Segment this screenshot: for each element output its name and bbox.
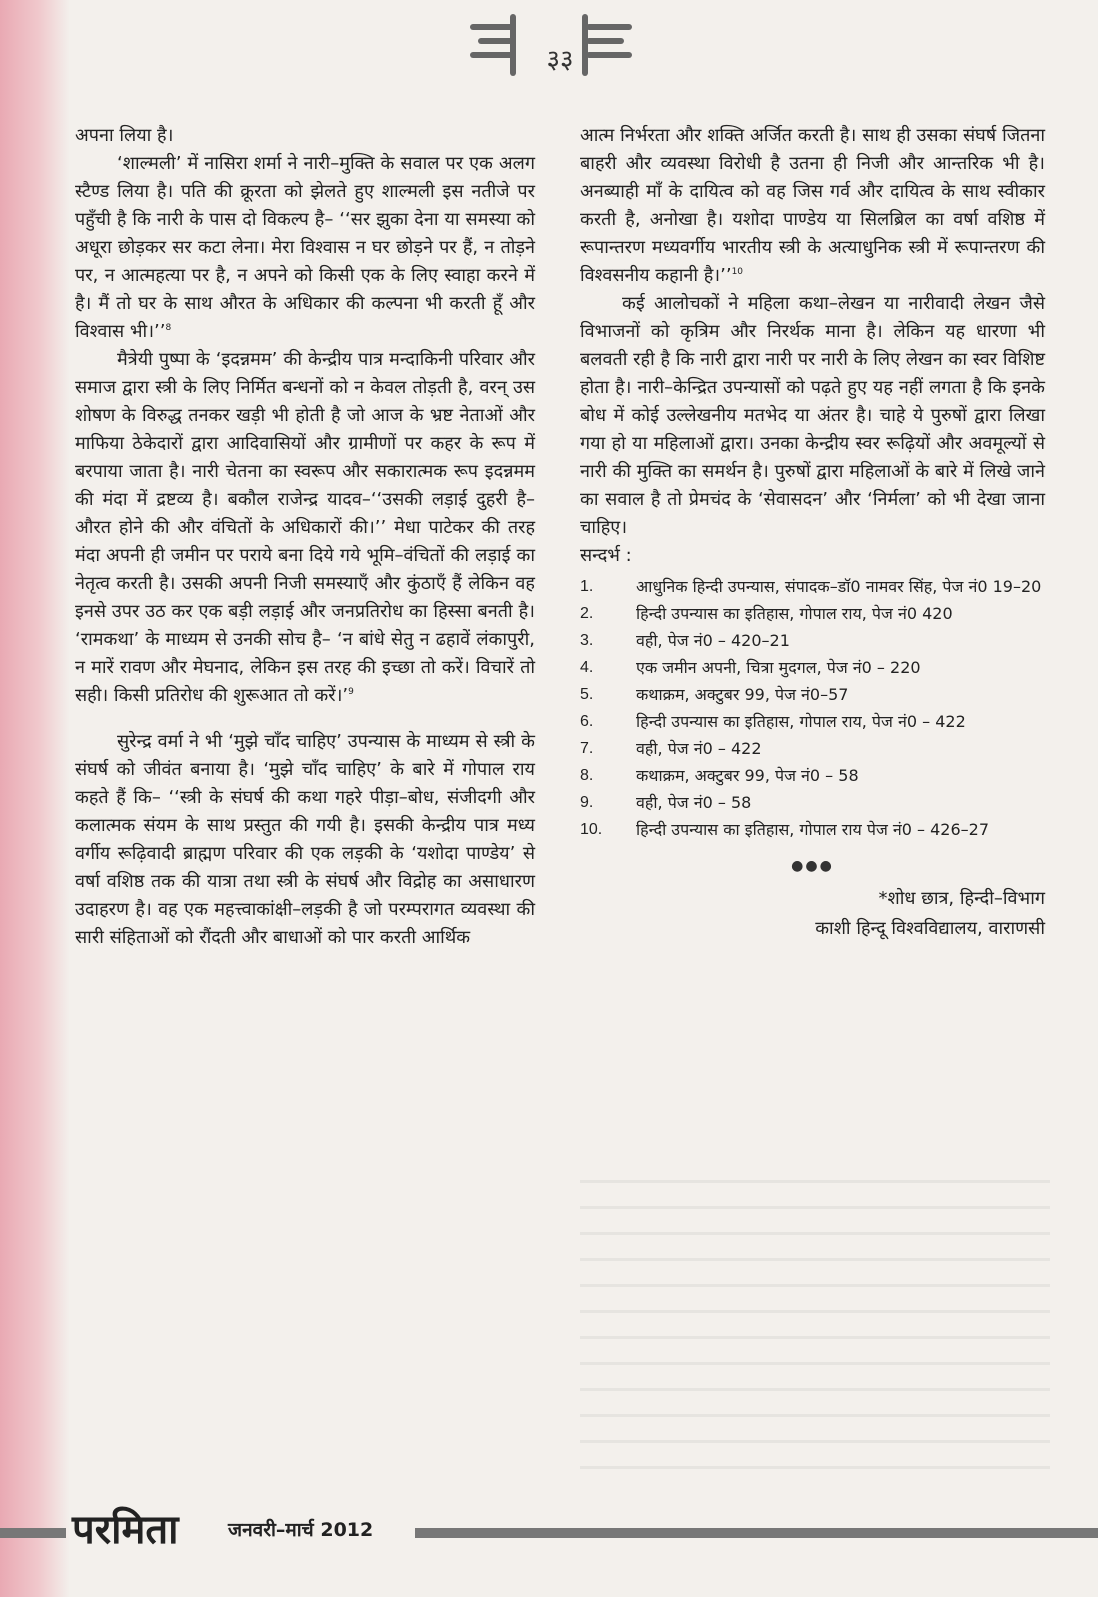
reference-text: कथाक्रम, अक्टुबर 99, पेज नं0–57 — [636, 685, 849, 704]
right-column — [580, 122, 1045, 944]
paragraph — [75, 150, 535, 346]
page-number: ३३ — [546, 45, 574, 75]
paragraph: कई आलोचकों ने महिला कथा–लेखन या नारीवादी लेखन जैसे विभाजनों को कृत्रिम और निरर्थक माना है। लेकिन यह धारणा भी बलवती रही है कि नारी द्वारा नारी पर नारी के लिए लेखन का स्वर विशिष्ट होता है। नारी–केन्द्रित उपन्यासों को पढ़ते हुए यह नहीं लगता है कि इनके बोध में कोई उल्लेखनीय मतभेद या अंतर है। चाहे ये पुरुषों द्वारा लिखा गया हो या महिलाओं द्वारा। उनका केन्द्रीय स्वर रूढ़ियों और अवमूल्यों से नारी की मुक्ति का समर्थन है। पुरुषों द्वारा महिलाओं के बारे में लिखे जाने का सवाल है तो प्रेमचंद के ‘सेवासदन’ और ‘निर्मला’ को भी देखा जाना चाहिए। — [580, 293, 1045, 538]
author-note — [580, 884, 1045, 944]
paragraph: सुरेन्द्र वर्मा ने भी ‘मुझे चाँद चाहिए’ उपन्यास के माध्यम से स्त्री के संघर्ष को जीवंत बनाया है। ‘मुझे चाँद चाहिए’ के बारे में गोपाल राय कहते हैं कि– ‘‘स्त्री के संघर्ष की कथा गहरे पीड़ा–बोध, संजीदगी और कलात्मक संयम के साथ प्रस्तुत की गयी है। इसकी केन्द्रीय पात्र मध्य वर्गीय रूढ़िवादी ब्राह्मण परिवार की एक लड़की के ‘यशोदा पाण्डेय’ से वर्षा वशिष्ठ तक की यात्रा तथा स्त्री के संघर्ष और विद्रोह का असाधारण उदाहरण है। वह एक महत्त्वाकांक्षी–लड़की है जो परम्परागत व्यवस्था की सारी संहिताओं को रौंदती और बाधाओं को पार करती आर्थिक — [75, 731, 535, 948]
reference-number: 10. — [580, 821, 603, 838]
footnote-mark: 10 — [731, 267, 744, 277]
author-affiliation-line1: *शोध छात्र, हिन्दी–विभाग — [878, 888, 1045, 909]
header-ornament-right — [586, 24, 632, 30]
references-title: सन्दर्भ : — [580, 545, 632, 566]
reference-item — [580, 574, 1045, 599]
reference-item — [580, 763, 1045, 788]
reference-number: 7. — [580, 740, 594, 757]
left-column — [75, 122, 535, 952]
reference-item — [580, 817, 1045, 842]
reference-number: 5. — [580, 686, 594, 703]
reference-text: हिन्दी उपन्यास का इतिहास, गोपाल राय, पेज नं0 420 — [636, 604, 953, 623]
page-footer — [0, 1500, 1098, 1560]
bleed-through-texture — [580, 1180, 1050, 1480]
reference-text: आधुनिक हिन्दी उपन्यास, संपादक–डॉ0 नामवर सिंह, पेज नं0 19–20 — [636, 577, 1042, 596]
paragraph: अपना लिया है। — [75, 125, 174, 146]
paragraph-text: मैत्रेयी पुष्पा के ‘इदन्नमम’ की केन्द्रीय पात्र मन्दाकिनी परिवार और समाज द्वारा स्त्री के लिए निर्मित बन्धनों को न केवल तोड़ती है, वरन् उस शोषण के विरुद्ध तनकर खड़ी भी होती है जो आज के भ्रष्ट नेताओं और माफिया ठेकेदारों द्वारा आदिवासियों और ग्रामीणों पर कहर के रूप में बरपाया जाता है। नारी चेतना का स्वरूप और सकारात्मक रूप इदन्नमम की मंदा में द्रष्टव्य है। बकौल राजेन्द्र यादव–‘‘उसकी लड़ाई दुहरी है– औरत होने की और वंचितों के अधिकारों की।’’ मेधा पाटेकर की तरह मंदा अपनी ही जमीन पर पराये बना दिये गये भूमि–वंचितों की लड़ाई का नेतृत्व करती है। उसकी अपनी निजी समस्याएँ और कुंठाएँ हैं लेकिन वह इनसे उपर उठ कर एक बड़ी लड़ाई और जनप्रतिरोध का हिस्सा बनती है। ‘रामकथा’ के माध्यम से उनकी सोच है– ‘न बांधे सेतु न ढहावें लंकापुरी, न मारें रावण और मेघनाद, लेकिन इस तरह की इच्छा तो करें। विचारें तो सही। किसी प्रतिरोध की शुरूआत तो करें।’ — [75, 349, 535, 706]
reference-item — [580, 790, 1045, 815]
reference-text: वही, पेज नं0 – 422 — [636, 739, 762, 758]
reference-number: 1. — [580, 578, 594, 595]
references-list — [580, 574, 1045, 842]
page-edge-shadow — [0, 0, 70, 1597]
reference-number: 9. — [580, 794, 594, 811]
header-ornament-left — [470, 52, 514, 58]
reference-text: एक जमीन अपनी, चित्रा मुदगल, पेज नं0 – 220 — [636, 658, 921, 677]
magazine-masthead: परमिता — [72, 1506, 179, 1553]
header-ornament-left — [470, 24, 514, 30]
paragraph-text: ‘शाल्मली’ में नासिरा शर्मा ने नारी–मुक्ति के सवाल पर एक अलग स्टैण्ड लिया है। पति की क्रूरता को झेलते हुए शाल्मली इस नतीजे पर पहुँची है कि नारी के पास दो विकल्प है– ‘‘सर झुका देना या समस्या को अधूरा छोड़कर सर कटा लेना। मेरा विश्वास न घर छोड़ने पर हैं, न तोड़ने पर, न आत्महत्या पर है, न अपने को किसी एक के लिए स्वाहा करने में है। मैं तो घर के साथ औरत के अधिकार की कल्पना भी करती हूँ और विश्वास भी।’’ — [75, 153, 535, 342]
reference-number: 3. — [580, 632, 594, 649]
reference-item — [580, 736, 1045, 761]
reference-text: वही, पेज नं0 – 420–21 — [636, 631, 790, 650]
paragraph-text: आत्म निर्भरता और शक्ति अर्जित करती है। साथ ही उसका संघर्ष जितना बाहरी और व्यवस्था विरोधी है उतना ही निजी और आन्तरिक भी है। अनब्याही माँ के दायित्व को वह जिस गर्व और दायित्व के साथ स्वीकार करती है, अनोखा है। यशोदा पाण्डेय या सिलब्रिल का वर्षा वशिष्ठ में रूपान्तरण मध्यवर्गीय भारतीय स्त्री के अत्याधुनिक स्त्री में रूपान्तरण की विश्वसनीय कहानी है।’’ — [580, 125, 1045, 286]
reference-number: 8. — [580, 767, 594, 784]
reference-number: 2. — [580, 605, 594, 622]
page-header — [0, 12, 1098, 92]
reference-item — [580, 655, 1045, 680]
author-affiliation-line2: काशी हिन्दू विश्वविद्यालय, वाराणसी — [815, 918, 1045, 939]
reference-number: 4. — [580, 659, 594, 676]
footer-strip-left — [0, 1528, 66, 1538]
reference-text: हिन्दी उपन्यास का इतिहास, गोपाल राय पेज नं0 – 426–27 — [636, 820, 990, 839]
reference-text: वही, पेज नं0 – 58 — [636, 793, 752, 812]
separator-dots: ●●● — [791, 858, 834, 874]
reference-item — [580, 601, 1045, 626]
issue-date: जनवरी–मार्च 2012 — [228, 1519, 374, 1541]
footer-strip-right — [415, 1528, 1098, 1538]
reference-text: कथाक्रम, अक्टुबर 99, पेज नं0 – 58 — [636, 766, 859, 785]
reference-text: हिन्दी उपन्यास का इतिहास, गोपाल राय, पेज नं0 – 422 — [636, 712, 966, 731]
footnote-mark: 8 — [165, 323, 172, 333]
reference-item — [580, 628, 1045, 653]
header-ornament-left — [478, 38, 514, 44]
paragraph — [75, 346, 535, 710]
paragraph — [580, 122, 1045, 290]
reference-number: 6. — [580, 713, 594, 730]
reference-item — [580, 709, 1045, 734]
footnote-mark: 9 — [348, 687, 354, 697]
header-ornament-left-stem — [510, 14, 516, 76]
reference-item — [580, 682, 1045, 707]
